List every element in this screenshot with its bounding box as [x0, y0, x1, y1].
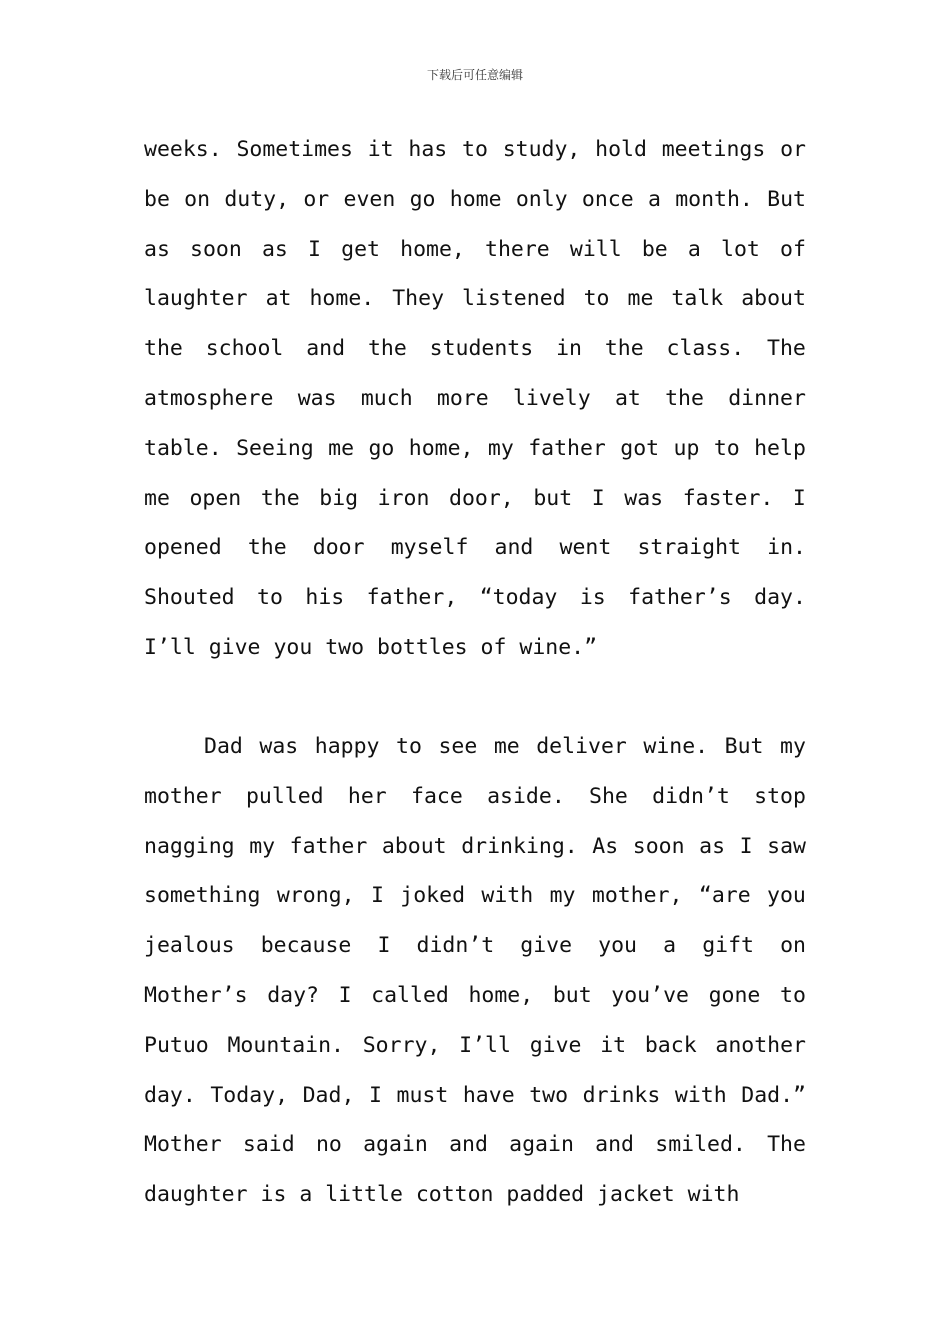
word: I — [591, 485, 605, 511]
word: “are — [698, 883, 751, 909]
text-line — [144, 772, 806, 822]
word: in. — [767, 535, 806, 561]
word: it — [367, 137, 394, 162]
word: day? — [267, 982, 319, 1008]
word: be — [641, 236, 668, 262]
word: to — [257, 585, 283, 611]
word: The — [767, 336, 806, 362]
word: laughter — [144, 286, 248, 312]
text-line — [144, 474, 806, 524]
word: up — [673, 435, 700, 461]
word: because — [260, 933, 352, 959]
word: wine. — [643, 734, 709, 759]
word: aside. — [487, 783, 565, 809]
word: They — [392, 286, 445, 312]
word: home, — [400, 236, 465, 262]
word: and — [494, 535, 534, 561]
paragraph-2 — [144, 722, 806, 1220]
word: Seeing — [236, 435, 314, 461]
word: got — [620, 435, 660, 461]
word: as — [144, 236, 170, 262]
word: deliver — [536, 734, 627, 759]
word: saw — [767, 833, 806, 859]
word: about — [741, 286, 806, 312]
word: the — [247, 535, 287, 561]
word: my — [549, 883, 576, 909]
word: Mother — [144, 1132, 222, 1158]
word: her — [347, 783, 387, 809]
word: I — [739, 833, 753, 859]
word: must — [396, 1082, 449, 1108]
word: another — [715, 1032, 806, 1058]
word: father, — [366, 585, 458, 611]
word: my — [780, 734, 806, 759]
word: on — [780, 933, 806, 959]
word: gone — [708, 982, 761, 1008]
word: face — [411, 783, 463, 809]
word: jealous — [144, 933, 235, 959]
word: The — [767, 1132, 806, 1158]
word: month. — [675, 186, 753, 212]
text-line — [144, 175, 806, 225]
word: home — [449, 186, 502, 212]
word: a — [687, 236, 701, 262]
word: Dad.” — [741, 1082, 806, 1108]
word: the — [367, 336, 407, 362]
word: back — [644, 1032, 697, 1058]
word: or — [780, 137, 806, 162]
word: day. — [754, 585, 806, 611]
word: I — [792, 485, 806, 511]
text-line — [144, 274, 806, 324]
word: dinner — [728, 385, 806, 411]
word: the — [604, 336, 644, 362]
word: of — [780, 236, 806, 262]
word: you’ve — [611, 982, 689, 1008]
word: the — [665, 385, 704, 411]
text-line — [144, 424, 806, 474]
word: me — [627, 286, 654, 312]
word: Dad — [204, 734, 243, 759]
word: straight — [637, 535, 741, 561]
word: on — [184, 186, 211, 212]
word: didn’t — [652, 783, 730, 809]
text-line — [144, 1021, 806, 1071]
text-line — [144, 1120, 806, 1170]
word: have — [462, 1082, 515, 1108]
word: and — [595, 1132, 634, 1158]
word: But — [767, 186, 806, 212]
word: iron — [377, 485, 430, 511]
word: home. — [309, 286, 375, 312]
word: I — [370, 883, 384, 909]
word: much — [360, 385, 413, 411]
word: a — [663, 933, 677, 959]
word: has — [408, 137, 448, 162]
word: father — [528, 435, 606, 461]
word: Shouted — [144, 585, 235, 611]
word: pulled — [245, 783, 324, 809]
word: I — [338, 982, 352, 1008]
word: get — [341, 236, 380, 262]
word: students — [429, 336, 534, 362]
word: went — [559, 535, 612, 561]
word: I’ll — [459, 1032, 511, 1058]
word: table. — [144, 435, 222, 461]
word: once — [581, 186, 634, 212]
word: school — [205, 336, 284, 362]
word: home, — [408, 435, 474, 461]
word: meetings — [661, 137, 766, 162]
word: didn’t — [416, 933, 495, 959]
word: class. — [666, 336, 745, 362]
word: As — [592, 833, 619, 859]
text-line — [144, 921, 806, 971]
word: but — [533, 485, 573, 511]
word: “today — [479, 585, 558, 611]
word: father — [289, 833, 368, 859]
word: to — [396, 734, 422, 759]
word: mother — [144, 783, 222, 809]
word: is — [579, 585, 606, 611]
word: help — [754, 435, 806, 461]
word: Today, — [210, 1082, 289, 1108]
word: with — [481, 883, 534, 909]
word: gift — [702, 933, 754, 959]
word: talk — [671, 286, 724, 312]
word: something — [144, 883, 261, 909]
word: nagging — [144, 833, 235, 859]
word: was — [624, 485, 664, 511]
paragraph-1 — [144, 125, 806, 673]
word: and — [306, 336, 346, 362]
word: day. — [144, 1082, 196, 1108]
word: only — [515, 186, 568, 212]
word: duty, — [224, 186, 290, 212]
word: opened — [144, 535, 222, 561]
word: soon — [632, 833, 685, 859]
word: lively — [512, 385, 591, 411]
word: Dad, — [302, 1082, 355, 1108]
word: said — [242, 1132, 295, 1158]
word: study, — [502, 137, 581, 162]
word: me — [144, 485, 170, 511]
word: open — [189, 485, 242, 511]
word: mother, — [591, 883, 683, 909]
word: my — [249, 833, 276, 859]
word: wrong, — [276, 883, 355, 909]
word: as — [261, 236, 288, 262]
word: smiled. — [655, 1132, 746, 1158]
word: his — [305, 585, 345, 611]
word: hold — [595, 137, 647, 162]
word: door, — [449, 485, 514, 511]
word: and — [449, 1132, 488, 1158]
text-line — [144, 871, 806, 921]
text-line — [144, 324, 806, 374]
word: was — [259, 734, 299, 759]
word: Mountain. — [227, 1032, 344, 1058]
word: my — [487, 435, 514, 461]
word: at — [265, 286, 292, 312]
word: faster. — [682, 485, 774, 511]
word: but — [552, 982, 592, 1008]
word: home, — [468, 982, 534, 1008]
word: Sometimes — [236, 137, 353, 162]
word: I — [368, 1082, 382, 1108]
word: to — [780, 982, 806, 1008]
word: go — [409, 186, 436, 212]
word: Putuo — [144, 1032, 209, 1058]
text-line: daughter is a little cotton padded jacket with — [144, 1182, 740, 1208]
word: happy — [314, 734, 380, 759]
text-line — [144, 573, 806, 623]
word: go — [368, 435, 395, 461]
word: as — [699, 833, 726, 859]
word: door — [312, 535, 365, 561]
word: called — [371, 982, 449, 1008]
word: be — [144, 186, 170, 212]
word: listened — [462, 286, 566, 312]
word: soon — [190, 236, 242, 262]
word: no — [315, 1132, 342, 1158]
text-line — [144, 374, 806, 424]
word: again — [509, 1132, 574, 1158]
word: joked — [400, 883, 466, 909]
word: drinking. — [461, 833, 578, 859]
word: atmosphere — [144, 385, 274, 411]
word: you — [598, 933, 638, 959]
word: weeks. — [144, 137, 222, 162]
word: even — [343, 186, 396, 212]
word: myself — [390, 535, 469, 561]
word: to — [462, 137, 488, 162]
word: me — [328, 435, 355, 461]
word: more — [436, 385, 489, 411]
word: father’s — [628, 585, 732, 611]
word: it — [600, 1032, 627, 1058]
text-line — [144, 822, 806, 872]
word: Sorry, — [362, 1032, 441, 1058]
word: give — [520, 933, 573, 959]
word: to — [583, 286, 610, 312]
word: will — [569, 236, 622, 262]
text-line — [144, 1071, 806, 1121]
word: me — [493, 734, 520, 759]
word: stop — [754, 783, 806, 809]
word: give — [529, 1032, 582, 1058]
word: with — [674, 1082, 727, 1108]
word: lot — [721, 236, 760, 262]
word: big — [319, 485, 359, 511]
word: or — [303, 186, 330, 212]
text-line — [144, 722, 806, 772]
word: But — [724, 734, 764, 759]
word: She — [589, 783, 628, 809]
word: two — [529, 1082, 569, 1108]
page-header: 下载后可任意编辑 — [426, 68, 523, 82]
word: at — [614, 385, 641, 411]
word: to — [713, 435, 740, 461]
word: again — [363, 1132, 428, 1158]
word: a — [647, 186, 661, 212]
word: in — [556, 336, 582, 362]
word: I — [308, 236, 321, 262]
word: you — [767, 883, 806, 909]
text-line — [144, 225, 806, 275]
word: there — [485, 236, 550, 262]
word: about — [381, 833, 447, 859]
word: the — [144, 336, 183, 362]
text-line — [144, 971, 806, 1021]
word: the — [260, 485, 300, 511]
word: Mother’s — [144, 982, 248, 1008]
word: see — [438, 734, 478, 759]
text-line — [144, 523, 806, 573]
text-line: I’ll give you two bottles of wine.” — [144, 634, 598, 660]
word: I — [377, 933, 391, 959]
word: drinks — [582, 1082, 661, 1108]
word: was — [297, 385, 337, 411]
text-line — [144, 125, 806, 175]
